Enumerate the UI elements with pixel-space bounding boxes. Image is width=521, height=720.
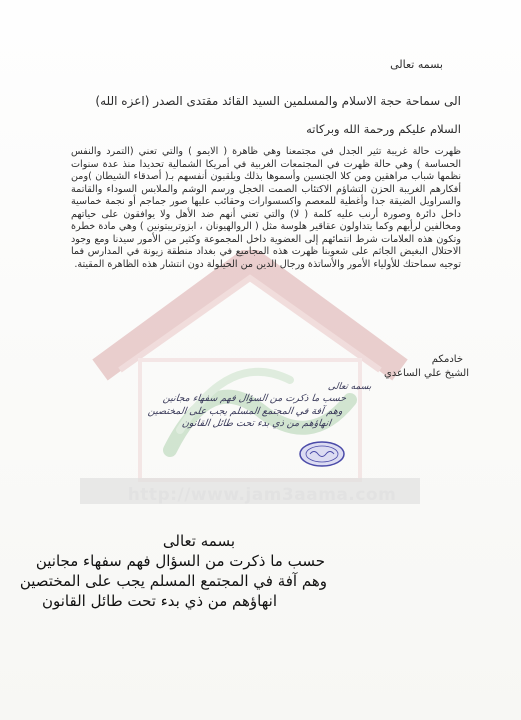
letter-basmala: بسمه تعالى	[390, 58, 443, 71]
transcription-line-3: وهم آفة في المجتمع المسلم يجب على المختصين	[19, 572, 327, 590]
signature-title: خادمكم	[431, 354, 463, 365]
transcription-line-2: حسب ما ذكرت من السؤال فهم سفهاء مجانين	[35, 552, 325, 570]
letter-body: ظهرت حالة غريبة تثير الجدل في مجتمعنا وهي ظاهرة ( الايمو ) والتي تعني (التمرد والنفس الحساسة ) وهي حالة ظهرت في المجتمعات الغربية في أمريكا الشمالية تحديدا منذ عدة سنوات نظمها شباب مراهقين ومن كلا الجنسين وأسموها بذلك ويلقبون أنفسهم بـ( أصدقاء الشيطان )ومن أفكارهم الغريبة الحزن التشاؤم الاكتئاب الصمت الخجل ورسم الوشم والملابس السوداء والقاتمة والسراويل الضيقة جدا وأغطية للمعصم واكسسوارات وحقائب عليها صور جماجم أو نجمة خماسية داخل دائرة وصورة أرنب عليه كلمة ( لا) والتي تعني أنهم ضد الأهل ولا يوافقون على حياتهم ومخالفين لرأيهم وكما يتداولون عقاقير هلوسة مثل ( الروالهيونان ، ابزوتريبتونين ) وهي مادة خطرة وتكون هذه العلامات شرط انتمائهم إلى العضوية داخل المجموعة وكثير من الأمور سيدنا ومع وجود الاحتلال البغيض الجاثم على شعوبنا ظهرت هذه المجاميع في بغداد منطقة زيونة في المدارس فما توجيه سماحتك للأولياء الأمور والأساتذة ورجال الدين من الحيلولة دون انتشار هذه الظاهرة المقيتة.	[71, 146, 461, 270]
signature-name: الشيخ علي الساعدي	[383, 368, 469, 379]
handwritten-line-4: انهاؤهم من ذي بدء تحت طائل القانون	[181, 418, 332, 429]
official-seal-stamp	[298, 440, 346, 468]
handwritten-line-1: بسمه تعالى	[327, 382, 372, 392]
letter-addressee: الى سماحة حجة الاسلام والمسلمين السيد القائد مقتدى الصدر (اعزه الله)	[95, 94, 461, 108]
handwritten-line-3: وهم آفة في المجتمع المسلم يجب على المختصين	[147, 406, 344, 417]
transcription-line-1: بسمه تعالى	[162, 532, 235, 550]
transcription-line-4: انهاؤهم من ذي بدء تحت طائل القانون	[41, 592, 277, 610]
letter-greeting: السلام عليكم ورحمة الله وبركاته	[306, 122, 461, 136]
handwritten-line-2: حسب ما ذكرت من السؤال فهم سفهاء مجانين	[162, 393, 347, 404]
watermark-logo	[60, 250, 440, 520]
watermark-url: http://www.jam3aama.com	[127, 485, 397, 505]
